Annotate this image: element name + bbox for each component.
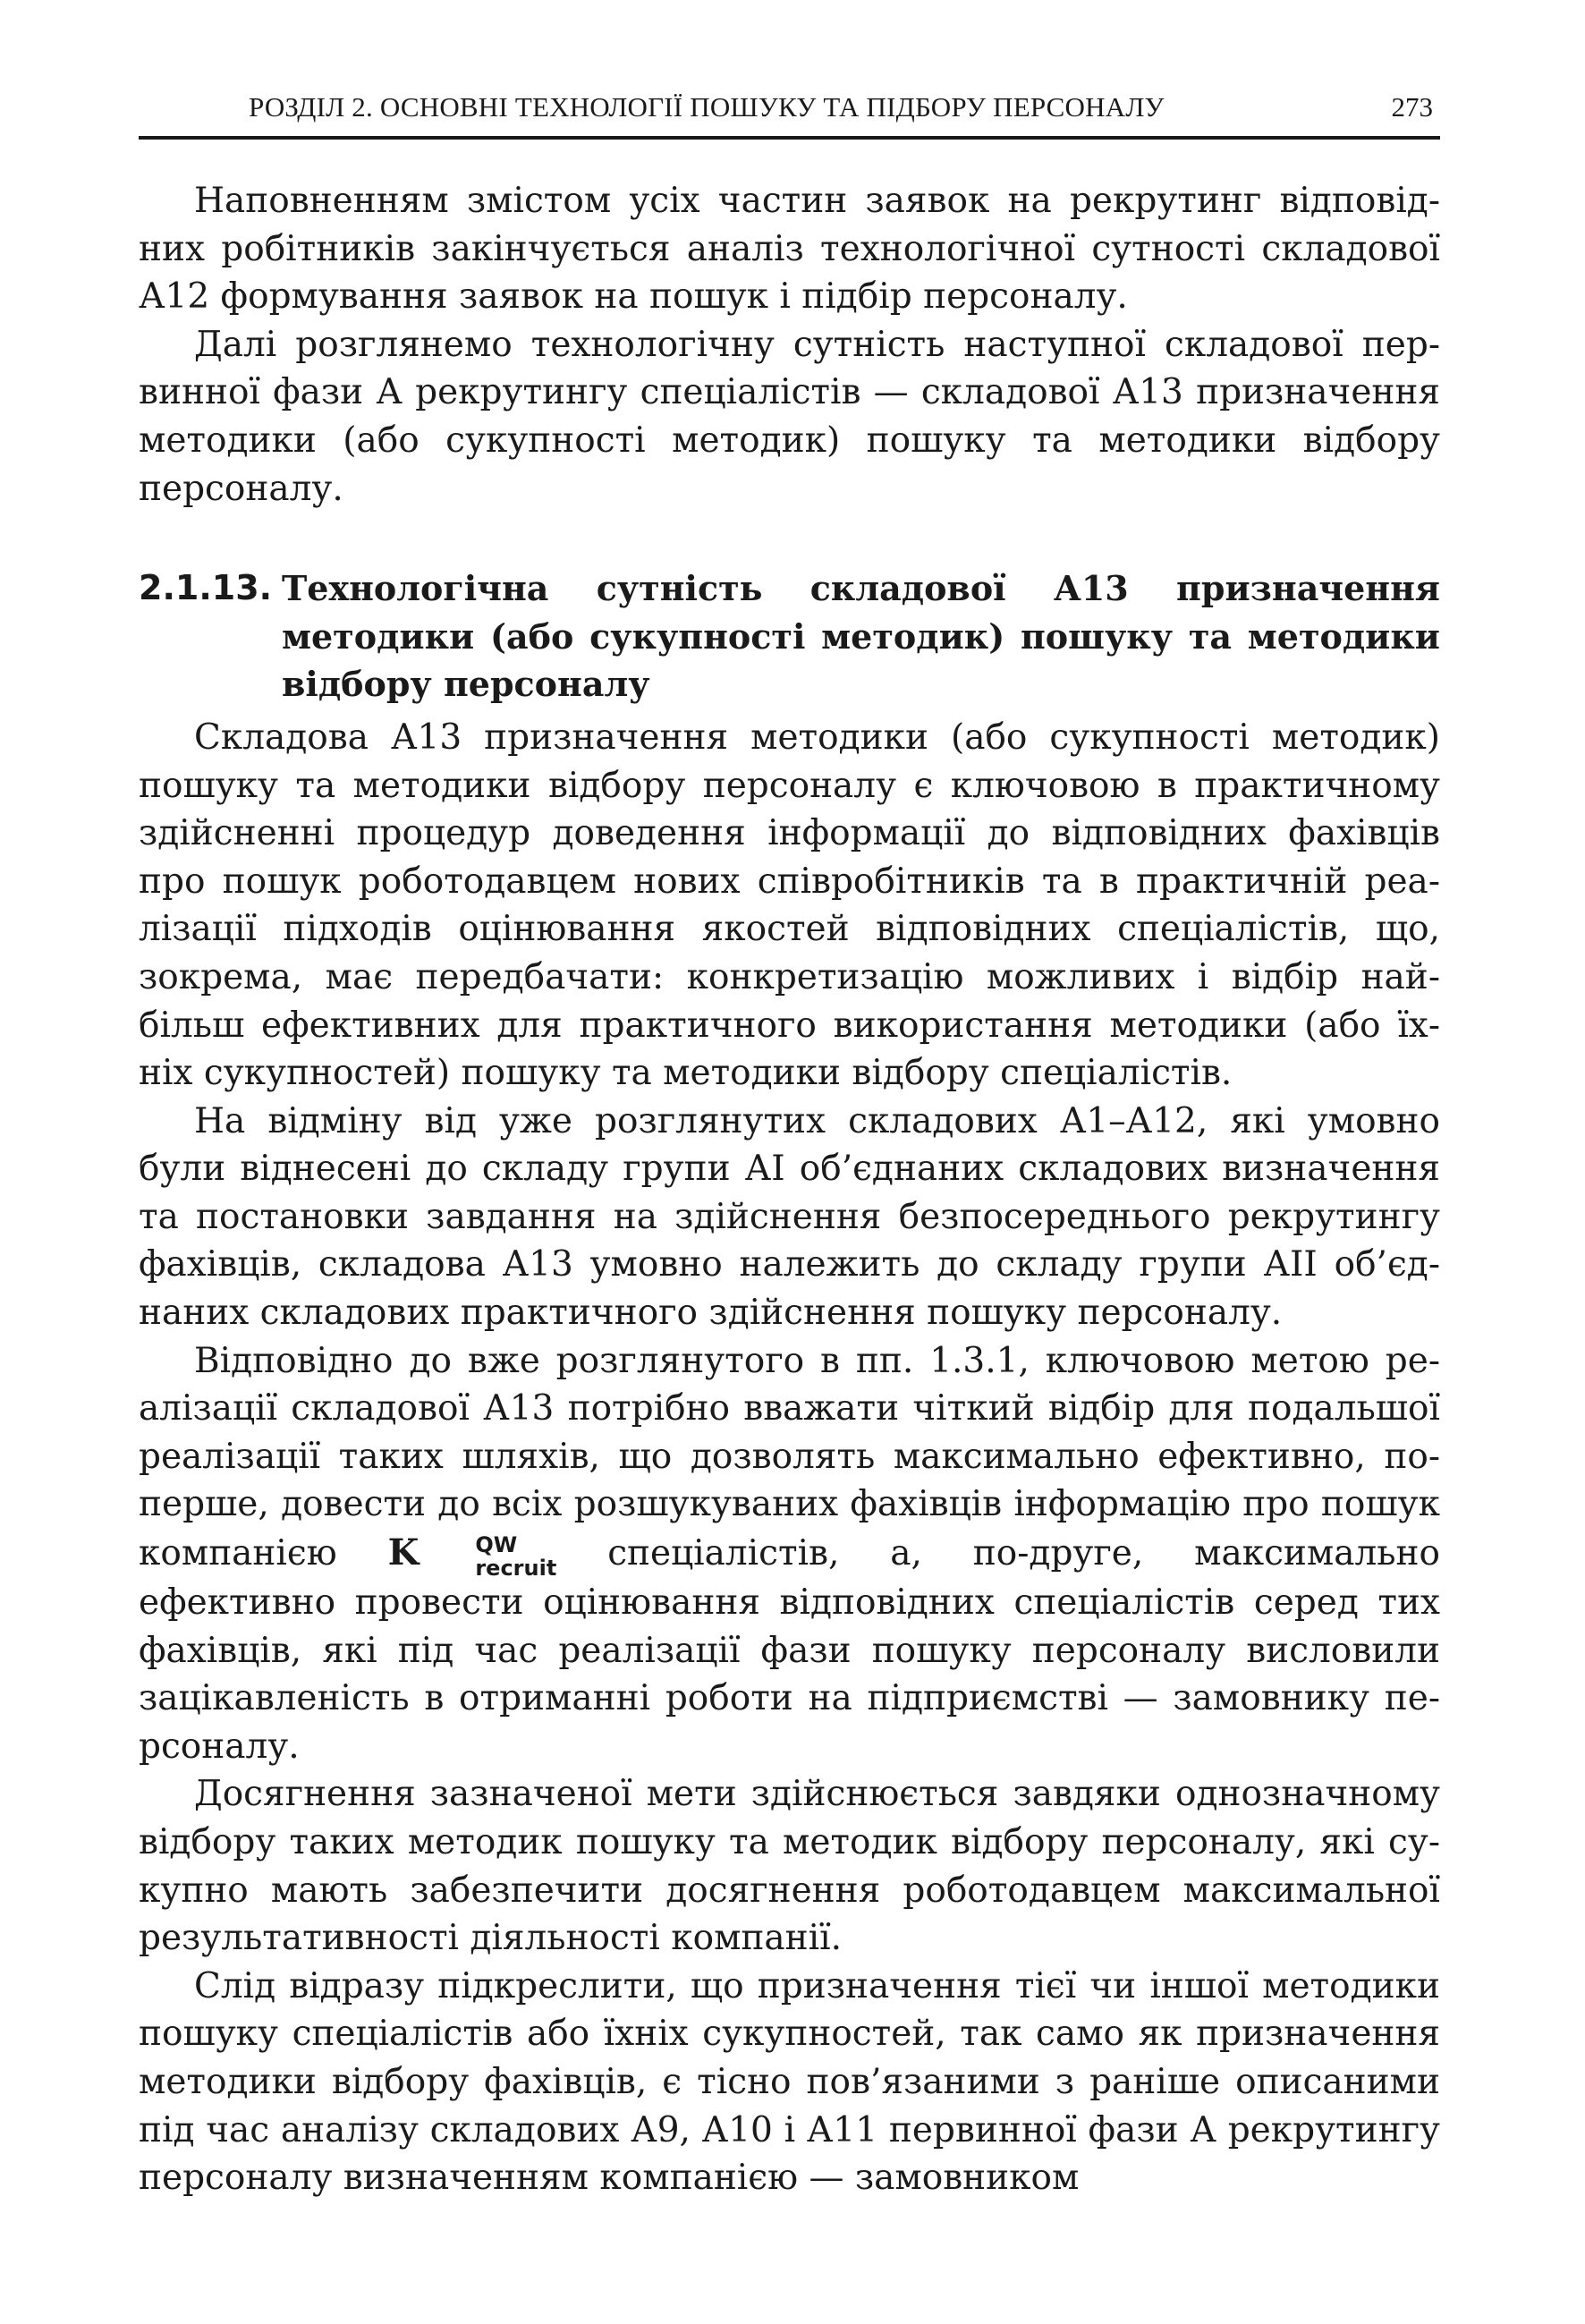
running-header [139, 86, 1440, 140]
section-number: 2.1.13. [139, 568, 273, 608]
formula-superscript: QW [475, 1532, 518, 1558]
paragraph: Наповненням змістом усіх частин заявок на рекрутинг відповідних робітників закінчується аналіз технологічної сутності складової А12 формування заявок на пошук і підбір персоналу. [139, 181, 1440, 318]
page-body [139, 177, 1440, 2202]
paragraph: Складова А13 призначення методики (або сукупності методик) пошуку та методики відбору персоналу є ключовою в практичному здійсненні процедур доведення інформації до відповідних фахівців про пошук роботодавцем нових співробітників та в практичній реалізації підходів оцінювання якостей відповідних спеціалістів, що, зокрема, має передбачати: конкретизацію можливих і відбір найбільш ефективних для практичного використання методики (або їхніх сукупностей) пошуку та методики відбору спеціалістів. [139, 717, 1440, 1094]
running-title: РОЗДІЛ 2. ОСНОВНІ ТЕХНОЛОГІЇ ПОШУКУ ТА ПІДБОРУ ПЕРСОНАЛУ [249, 91, 1165, 123]
paragraph: Далі розглянемо технологічну сутність наступної складової первинної фази А рекрутингу спеціалістів — складової А13 призначення методики (або сукупності методик) пошуку та методики відбору персоналу. [139, 324, 1440, 509]
paragraph: Досягнення зазначеної мети здійснюється завдяки однозначному відбору таких методик пошуку та методик відбору персоналу, які сукупно мають забезпечити досягнення роботодавцем максимальної результативності діяльності компанії. [139, 1774, 1440, 1959]
formula-k-recruit [387, 1531, 557, 1582]
paragraph: На відміну від уже розглянутих складових А1–А12, які умовно були віднесені до складу групи АІ об’єднаних складових визначення та постановки завдання на здійснення безпосереднього рекрутингу фахівців, складова А13 умовно належить до складу групи АІІ об’єднаних складових практичного здійснення пошуку персоналу. [139, 1100, 1440, 1334]
paragraph: Слід відразу підкреслити, що призначення тієї чи іншої методики пошуку спеціалістів або їхніх сукупностей, так само як призначення методики відбору фахівців, є тісно пов’язаними з раніше описаними під час аналізу складових А9, А10 і А11 первинної фази А рекрутингу персоналу визначенням компанією — замовником [139, 1965, 1440, 2199]
section-title: Технологічна сутність складової А13 призначення методики (або сукупності методик) пошуку та методики відбору персоналу [282, 568, 1440, 705]
page-number: 273 [1391, 91, 1433, 123]
paragraph-text: Відповідно до вже розглянутого в пп. 1.3.1, ключовою метою реалізації складової А13 потрібно вважати чіткий відбір для подальшої реалізації таких шляхів, що дозволять максимально ефективно, по-перше, довести до всіх розшукуваних фахівців інформацію про пошук компанією [139, 1340, 1440, 1574]
formula-symbol: K [387, 1531, 420, 1574]
section-heading [139, 564, 1440, 708]
paragraph-with-formula [139, 1337, 1440, 1771]
paragraph-text: спеціалістів, а, по-друге, максимально ефективно провести оцінювання відповідних спеціалістів серед тих фахівців, які під час реалізації фази пошуку персоналу висловили зацікавленість в отриманні роботи на підприємстві — замовнику персоналу. [139, 1533, 1440, 1767]
formula-subscript: recruit [475, 1556, 557, 1582]
